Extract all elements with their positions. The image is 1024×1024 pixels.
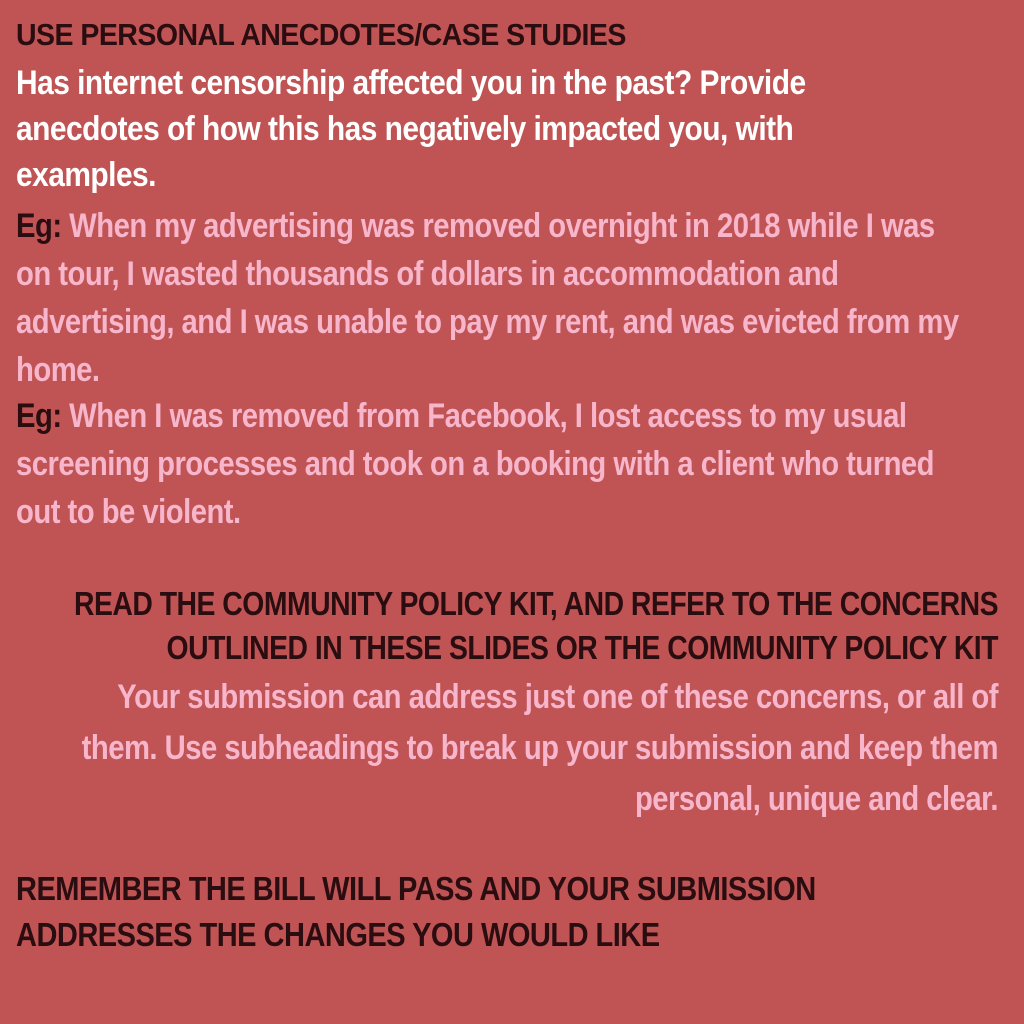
policy-kit-section bbox=[35, 582, 998, 825]
example-paragraph-2 bbox=[16, 392, 962, 536]
anecdotes-heading: USE PERSONAL ANECDOTES/CASE STUDIES bbox=[16, 17, 626, 52]
example-paragraph-1 bbox=[16, 202, 962, 394]
reminder-heading: REMEMBER THE BILL WILL PASS AND YOUR SUBMISSION ADDRESSES THE CHANGES YOU WOULD LIKE bbox=[16, 870, 816, 953]
example-text: When I was removed from Facebook, I lost access to my usual screening processes and took on a booking with a client who turned out to be violent. bbox=[16, 397, 935, 531]
policy-kit-body: Your submission can address just one of these concerns, or all of them. Use subheadings to break up your submission and keep them personal, unique and clear. bbox=[81, 678, 999, 818]
example-label: Eg: bbox=[16, 397, 62, 435]
example-label: Eg: bbox=[16, 207, 62, 245]
policy-kit-heading: READ THE COMMUNITY POLICY KIT, AND REFER TO THE CONCERNS OUTLINED IN THESE SLIDES OR THE COMMUNITY POLICY KIT bbox=[73, 585, 998, 666]
example-text: When my advertising was removed overnight in 2018 while I was on tour, I wasted thousands of dollars in accommodation and advertising, and I was unable to pay my rent, and was evicted from my home. bbox=[16, 207, 959, 389]
anecdotes-question: Has internet censorship affected you in the past? Provide anecdotes of how this has negatively impacted you, with examples. bbox=[16, 64, 806, 194]
